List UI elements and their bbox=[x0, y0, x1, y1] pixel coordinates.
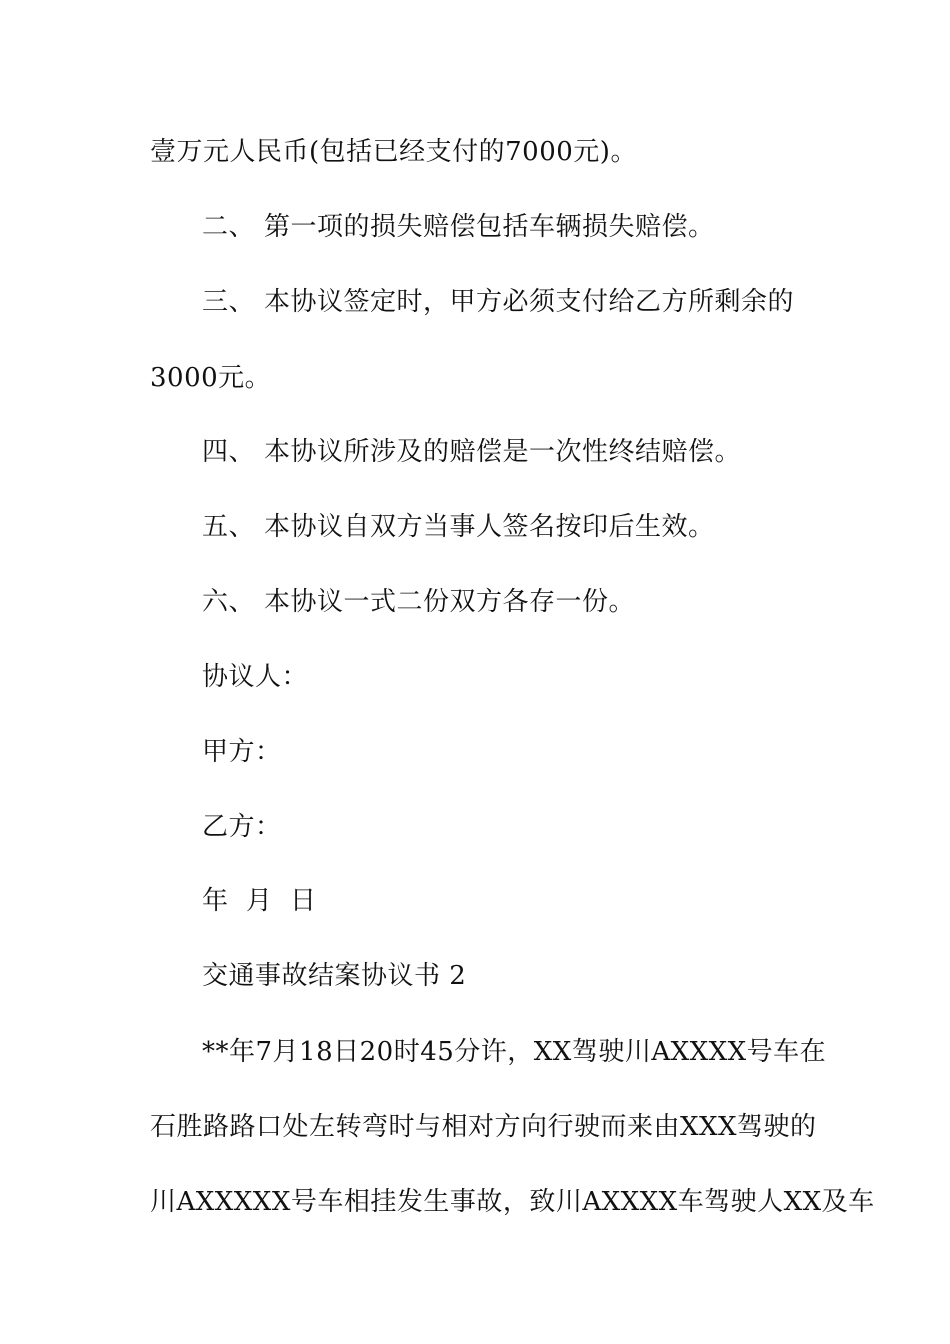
clause-number: 四、 bbox=[202, 437, 256, 467]
date-line: 年 月 日 bbox=[202, 886, 317, 916]
clause-text: 本协议所涉及的赔偿是一次性终结赔偿。 bbox=[264, 437, 742, 467]
clause-number: 三、 bbox=[202, 287, 256, 317]
clause-text: 本协议一式二份双方各存一份。 bbox=[264, 587, 636, 617]
parties-label: 协议人： bbox=[202, 662, 309, 692]
clause-4 bbox=[202, 436, 741, 468]
clause-text: 本协议签定时，甲方必须支付给乙方所剩余的 bbox=[264, 287, 795, 317]
clause-text: 第一项的损失赔偿包括车辆损失赔偿。 bbox=[264, 212, 715, 242]
clause-number: 二、 bbox=[202, 212, 256, 242]
clause-6 bbox=[202, 586, 635, 618]
body-line-2: 石胜路路口处左转弯时与相对方向行驶而来由XXX驾驶的 bbox=[150, 1112, 817, 1142]
clause-number: 六、 bbox=[202, 587, 256, 617]
continuation-line: 壹万元人民币(包括已经支付的7000元)。 bbox=[150, 137, 637, 167]
party-b-label: 乙方： bbox=[202, 812, 282, 842]
clause-5 bbox=[202, 511, 715, 543]
party-a-label: 甲方： bbox=[202, 737, 282, 767]
clause-number: 五、 bbox=[202, 512, 256, 542]
clause-3-continuation: 3000元。 bbox=[150, 363, 272, 393]
body-line-1: **年7月18日20时45分许，XX驾驶川AXXXX号车在 bbox=[202, 1037, 827, 1067]
body-line-3: 川AXXXXX号车相挂发生事故，致川AXXXX车驾驶人XX及车 bbox=[150, 1187, 875, 1217]
clause-2 bbox=[202, 211, 715, 243]
clause-3 bbox=[202, 286, 794, 318]
second-agreement-title: 交通事故结案协议书 2 bbox=[202, 961, 467, 991]
clause-text: 本协议自双方当事人签名按印后生效。 bbox=[264, 512, 715, 542]
